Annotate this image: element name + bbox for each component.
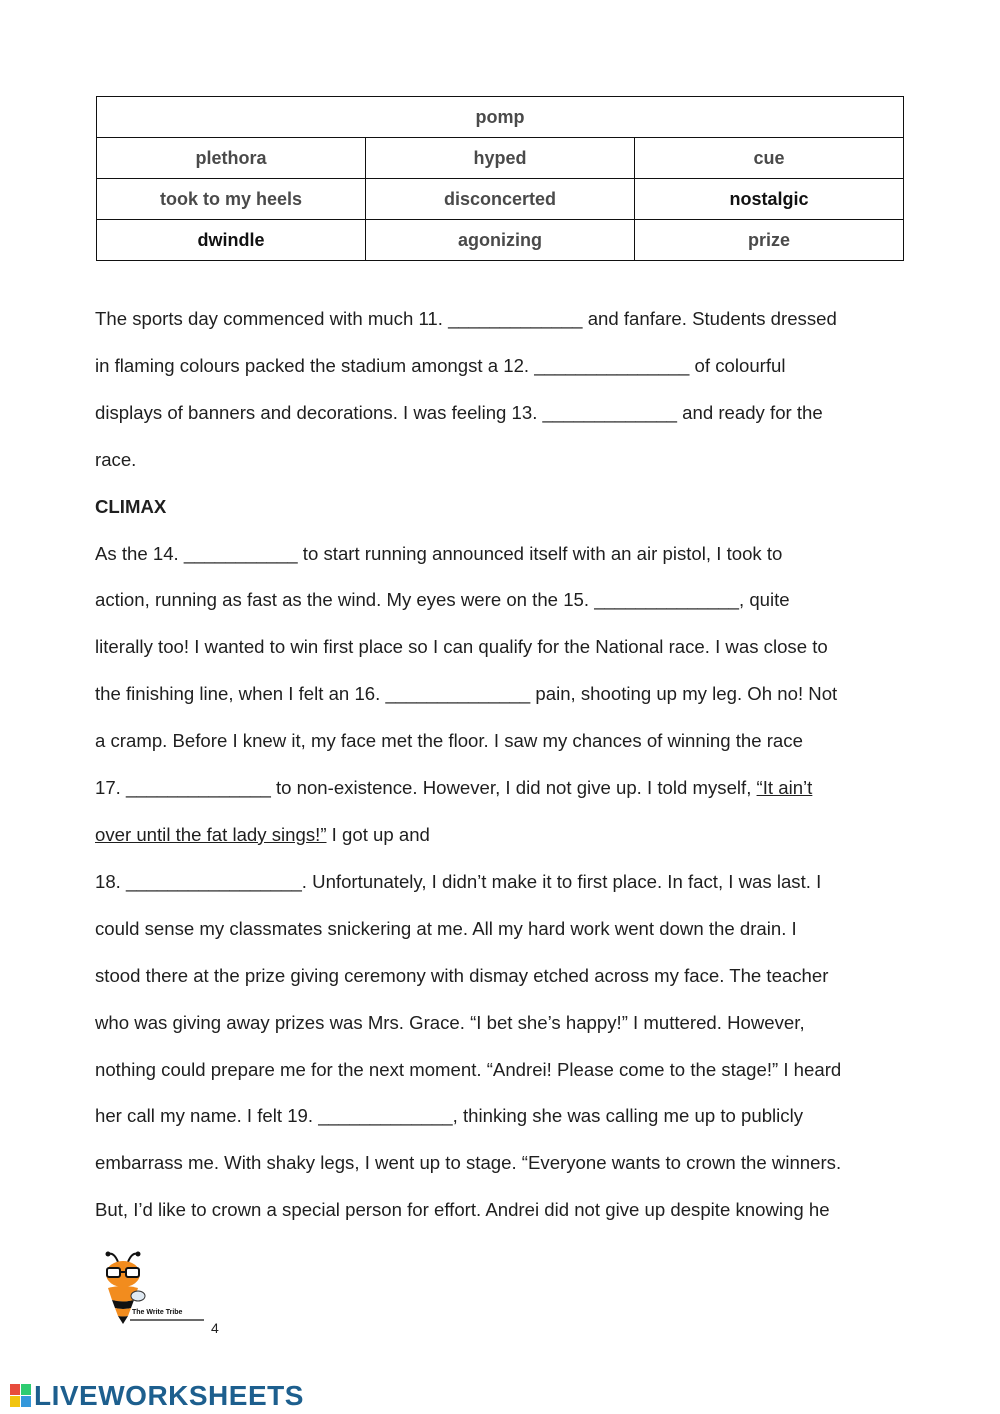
section-heading: CLIMAX — [95, 495, 167, 517]
passage-line: displays of banners and decorations. I was feeling 13. _____________ and ready for the — [95, 401, 823, 423]
word-cell: took to my heels — [97, 179, 366, 220]
word-bank-header: pomp — [97, 97, 904, 138]
word-cell: plethora — [97, 138, 366, 179]
word-cell: cue — [635, 138, 904, 179]
liveworksheets-logo-icon — [10, 1384, 32, 1408]
passage-line: who was giving away prizes was Mrs. Grace. “I bet she’s happy!” I muttered. However, — [95, 1011, 805, 1033]
passage-line: action, running as fast as the wind. My eyes were on the 15. ______________, quite — [95, 589, 790, 611]
word-cell: dwindle — [97, 220, 366, 261]
underlined-quote: “It ain’t — [756, 777, 813, 799]
passage-line: embarrass me. With shaky legs, I went up to stage. “Everyone wants to crown the winners. — [95, 1152, 842, 1174]
word-cell: agonizing — [366, 220, 635, 261]
passage-line: a cramp. Before I knew it, my face met the floor. I saw my chances of winning the race — [95, 730, 803, 752]
liveworksheets-brand[interactable]: LIVEWORKSHEETS — [34, 1380, 304, 1411]
passage-line: the finishing line, when I felt an 16. ______________ pain, shooting up my leg. Oh no! Not — [95, 683, 838, 705]
passage-line — [95, 812, 907, 859]
word-cell: hyped — [366, 138, 635, 179]
passage-text: 17. ______________ to non-existence. However, I did not give up. I told myself, — [95, 777, 757, 799]
passage-text: I got up and — [326, 823, 430, 845]
liveworksheets-footer — [10, 1378, 304, 1414]
underlined-quote: over until the fat lady sings!” — [95, 823, 327, 845]
passage-line: stood there at the prize giving ceremony with dismay etched across my face. The teacher — [95, 964, 829, 986]
page-number: 4 — [211, 1320, 219, 1336]
passage-line: literally too! I wanted to win first place so I can qualify for the National race. I was close to — [95, 636, 828, 658]
story-passage — [95, 296, 907, 1234]
passage-line: could sense my classmates snickering at me. All my hard work went down the drain. I — [95, 917, 797, 939]
passage-line: race. — [95, 448, 137, 470]
passage-line: The sports day commenced with much 11. _____________ and fanfare. Students dressed — [95, 308, 837, 329]
word-cell: prize — [635, 220, 904, 261]
passage-line: in flaming colours packed the stadium amongst a 12. _______________ of colourful — [95, 354, 786, 376]
write-tribe-bee-logo — [100, 1250, 210, 1330]
word-bank-table — [96, 96, 904, 261]
word-cell: disconcerted — [366, 179, 635, 220]
passage-line — [95, 765, 907, 812]
passage-line: nothing could prepare me for the next moment. “Andrei! Please come to the stage!” I heard — [95, 1058, 842, 1080]
logo-text: The Write Tribe — [132, 1309, 183, 1316]
passage-line: 18. _________________. Unfortunately, I didn’t make it to first place. In fact, I was last. I — [95, 870, 822, 892]
passage-line: But, I’d like to crown a special person for effort. Andrei did not give up despite knowing he — [95, 1199, 830, 1221]
passage-line: her call my name. I felt 19. _____________, thinking she was calling me up to publicly — [95, 1105, 804, 1127]
word-cell: nostalgic — [635, 179, 904, 220]
passage-line: As the 14. ___________ to start running announced itself with an air pistol, I took to — [95, 542, 783, 564]
